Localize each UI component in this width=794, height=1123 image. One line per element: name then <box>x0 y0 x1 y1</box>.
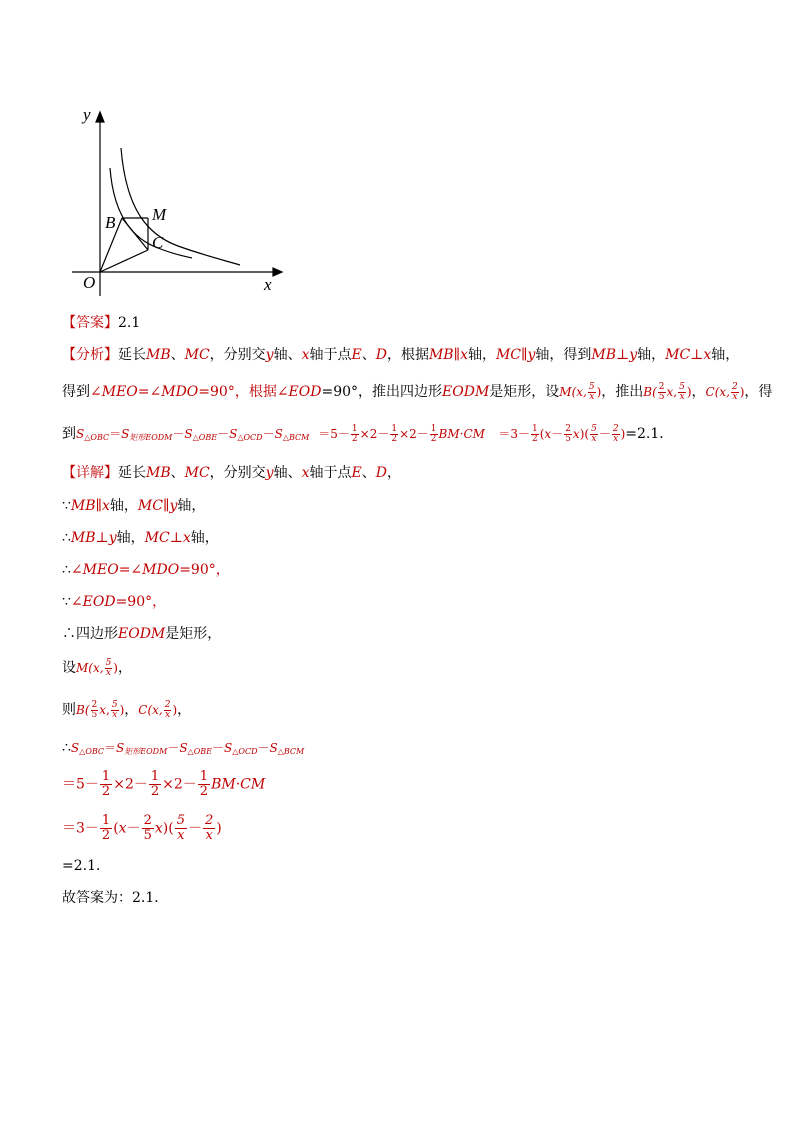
analysis-line-1: 【分析】延长MB、MC，分别交y轴、x轴于点E、D，根据MB∥x轴，MC∥y轴，得到MB⊥y轴，MC⊥x轴， <box>62 347 740 363</box>
detail-line-11: ＝3－ $\frac{1}{2}$ (x－ $\frac{2}{5}$ x)( $\frac{5}{x}$ － $\frac{2}{x}$ ) <box>62 813 222 843</box>
answer-line <box>62 313 140 333</box>
point-C-label: C <box>152 233 164 252</box>
answer-tag: 【答案】 <box>62 315 118 331</box>
detail-line-6: ∴四边形EODM是矩形， <box>62 626 222 642</box>
detail-tag: 【详解】 <box>62 465 118 481</box>
detail-line-9: $\therefore S_{\triangle OBC}=S_{矩形EODM}-S_{\triangle OBE}-S_{\triangle OCD}-S_{\triangle BCM}$ <box>62 740 305 756</box>
final-answer-line: 故答案为：2.1． <box>62 890 169 906</box>
coordinate-figure <box>68 100 283 300</box>
detail-line-4: ∴∠MEO=∠MDO=90°， <box>62 562 230 578</box>
detail-line-5: ∵∠EOD=90°， <box>62 594 167 610</box>
x-axis-arrow <box>273 268 282 276</box>
answer-value: 2.1 <box>118 315 141 331</box>
detail-line-1: 【详解】延长MB、MC，分别交y轴、x轴于点E、D， <box>62 465 401 481</box>
detail-line-12: =2.1． <box>62 858 110 874</box>
x-axis-label: x <box>264 275 272 294</box>
detail-line-3: ∴MB⊥y轴，MC⊥x轴， <box>62 530 219 546</box>
point-M-label: M <box>152 205 167 224</box>
detail-line-8: 则B( $\frac{2}{5}$ x, $\frac{5}{x}$ )，C(x, $\frac{2}{x}$ )， <box>62 699 192 720</box>
segment-BC <box>122 218 148 250</box>
analysis-tag: 【分析】 <box>62 347 118 363</box>
analysis-line-3: 到$S_{\triangle OBC}=S_{矩形EODM}-S_{\triangle OBE}-S_{\triangle OCD}-S_{\triangle BCM} =5-$ $\frac{1}{2}$ ×2－ $\frac{1}{2}$ ×2－ $\frac{1}{2}$ BM·CM ＝3－ $\frac{1}{2}$ (x－ $\frac{2}{5}$ x)( $\frac{5}{x}$ － $\frac{2}{x}$ )=2.1． <box>62 423 674 444</box>
detail-line-7: 设M(x, $\frac{5}{x}$ )， <box>62 657 132 678</box>
point-B-label: B <box>105 213 116 232</box>
y-axis-arrow <box>96 112 104 122</box>
y-axis-label: y <box>83 105 91 124</box>
graph-svg <box>68 100 283 300</box>
analysis-line-2: 得到∠MEO=∠MDO=90°，根据∠EOD=90°，推出四边形EODM是矩形，设M(x, $\frac{5}{x}$ )，推出B( $\frac{2}{5}$ x, $\frac{5}{x}$ )，C(x, $\frac{2}{x}$ )，得 <box>62 381 773 402</box>
detail-line-10: ＝5－ $\frac{1}{2}$ ×2－ $\frac{1}{2}$ ×2－ $\frac{1}{2}$ BM·CM <box>62 769 266 799</box>
outer-curve <box>121 148 240 265</box>
inner-curve <box>110 168 192 258</box>
origin-label: O <box>83 273 96 292</box>
detail-line-2: ∵MB∥x轴，MC∥y轴， <box>62 498 206 514</box>
